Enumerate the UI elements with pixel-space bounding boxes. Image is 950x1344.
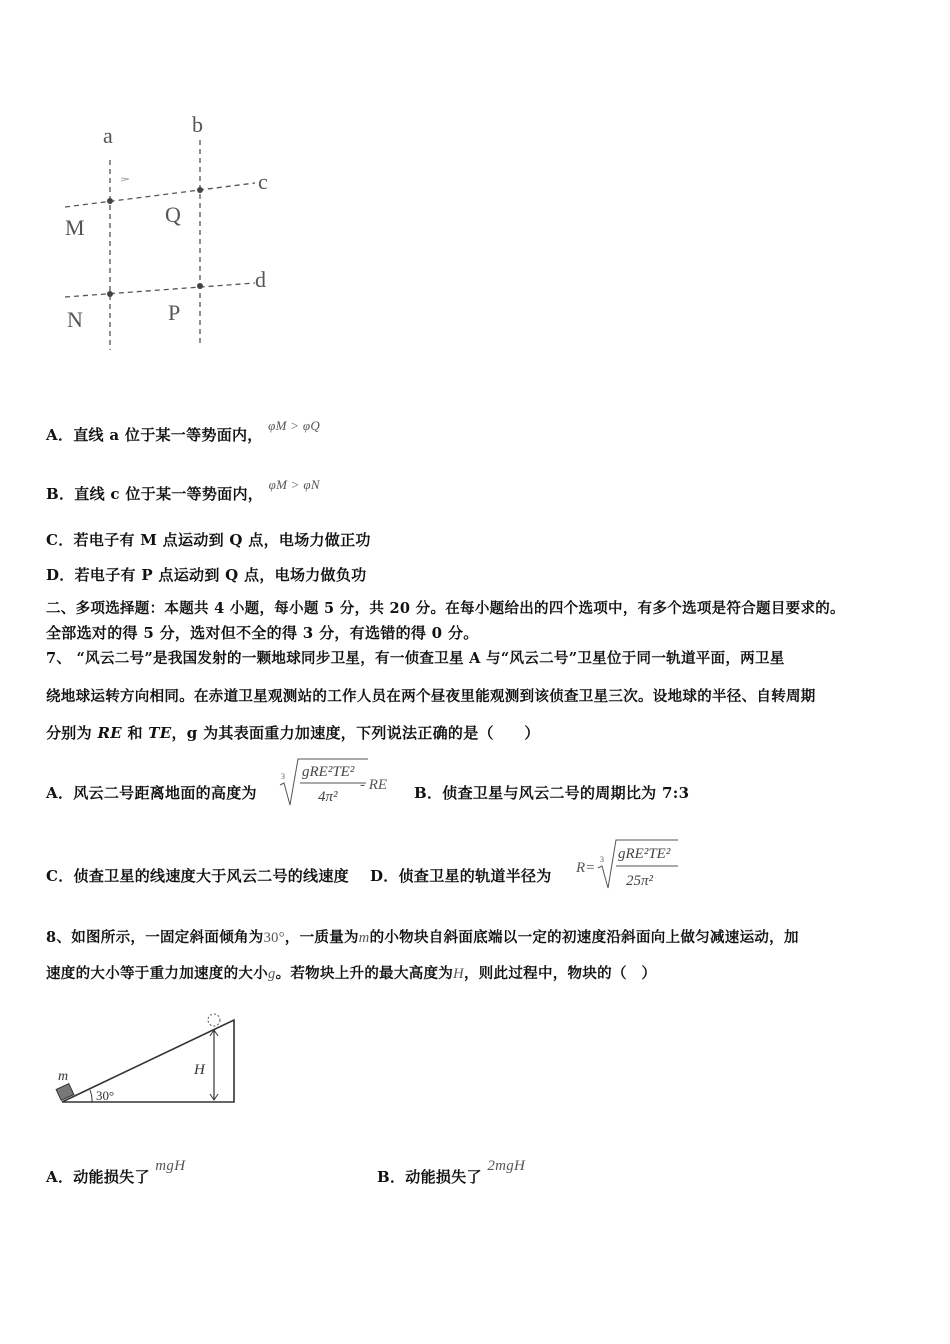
q8-option-a-math: mgH xyxy=(155,1158,186,1174)
q6-option-c: C．若电子有 M 点运动到 Q 点，电场力做正功 xyxy=(46,531,371,549)
q7-option-c: C．侦查卫星的线速度大于风云二号的线速度 xyxy=(46,867,349,885)
point-Q xyxy=(197,187,203,193)
label-a: a xyxy=(103,123,113,148)
q7-option-d-formula xyxy=(576,838,686,892)
q7-d-denominator: 25π² xyxy=(626,873,654,889)
label-c: c xyxy=(258,169,268,194)
incline-figure xyxy=(52,1010,252,1110)
label-b: b xyxy=(192,112,203,137)
q6-option-b: B．直线 c 位于某一等势面内， φM > φN xyxy=(46,477,320,503)
q6-option-a-math: φM > φQ xyxy=(268,418,321,433)
q6-option-a: A．直线 a 位于某一等势面内， φM > φQ xyxy=(46,418,321,444)
svg-text:3: 3 xyxy=(281,772,285,781)
q7-option-a: A．风云二号距离地面的高度为 xyxy=(46,784,257,802)
block-top-dashed xyxy=(208,1014,220,1026)
label-d: d xyxy=(255,267,266,292)
q8-option-a: A．动能损失了 mgH xyxy=(46,1158,186,1186)
q6-option-d: D．若电子有 P 点运动到 Q 点，电场力做负功 xyxy=(46,566,367,584)
label-m: m xyxy=(58,1069,69,1084)
q7-a-tail: - RE xyxy=(360,777,388,793)
q8-option-b: B．动能损失了 2mgH xyxy=(377,1158,526,1186)
q6-option-b-math: φM > φN xyxy=(268,477,320,492)
q7-option-d: D．侦查卫星的轨道半径为 xyxy=(370,867,552,885)
q8-line1: 8、如图所示，一固定斜面倾角为30°，一质量为m的小物块自斜面底端以一定的初速度沿斜面向上做匀减速运动，加 xyxy=(46,929,799,946)
equipotential-figure xyxy=(55,105,295,365)
svg-text:3: 3 xyxy=(600,855,604,864)
label-M: M xyxy=(65,215,85,240)
point-N xyxy=(107,291,113,297)
q8-option-b-math: 2mgH xyxy=(487,1158,526,1174)
label-angle: 30° xyxy=(96,1088,115,1103)
q7-d-numerator: gRE²TE² xyxy=(618,846,671,862)
symbol-RE: RE xyxy=(97,724,122,742)
section2-line1: 二、多项选择题：本题共 4 小题，每小题 5 分，共 20 分。在每小题给出的四个选项中，有多个选项是符合题目要求的。 xyxy=(46,600,845,617)
label-P: P xyxy=(168,300,181,325)
q7-option-b: B．侦查卫星与风云二号的周期比为 7:3 xyxy=(414,784,690,802)
section2-line2: 全部选对的得 5 分，选对但不全的得 3 分，有选错的得 0 分。 xyxy=(46,624,479,642)
q7-option-a-formula xyxy=(278,757,408,809)
q8-angle: 30° xyxy=(263,930,285,946)
q7-a-numerator: gRE²TE² xyxy=(302,764,355,780)
point-M xyxy=(107,198,113,204)
q8-H: H xyxy=(453,966,464,982)
q7-line1: 7、 “风云二号”是我国发射的一颗地球同步卫星，有一侦查卫星 A 与“风云二号”卫星位于同一轨道平面，两卫星 xyxy=(46,650,785,667)
q8-g: g xyxy=(268,966,276,982)
label-H: H xyxy=(194,1062,205,1078)
q7-d-R: R= xyxy=(576,860,596,876)
label-Q: Q xyxy=(165,202,181,227)
symbol-TE: TE xyxy=(148,724,172,742)
q8-line2: 速度的大小等于重力加速度的大小g。若物块上升的最大高度为H，则此过程中，物块的（ ） xyxy=(46,965,657,982)
point-P xyxy=(197,283,203,289)
q7-a-denominator: 4π² xyxy=(318,789,338,805)
q7-line3: 分别为 RE 和 TE，g 为其表面重力加速度，下列说法正确的是（ ） xyxy=(46,724,540,742)
q7-line2: 绕地球运转方向相同。在赤道卫星观测站的工作人员在两个昼夜里能观测到该侦查卫星三次。设地球的半径、自转周期 xyxy=(46,688,816,705)
label-N: N xyxy=(67,307,83,332)
line-d xyxy=(65,283,255,297)
q8-m: m xyxy=(358,930,370,946)
line-c xyxy=(65,183,255,207)
